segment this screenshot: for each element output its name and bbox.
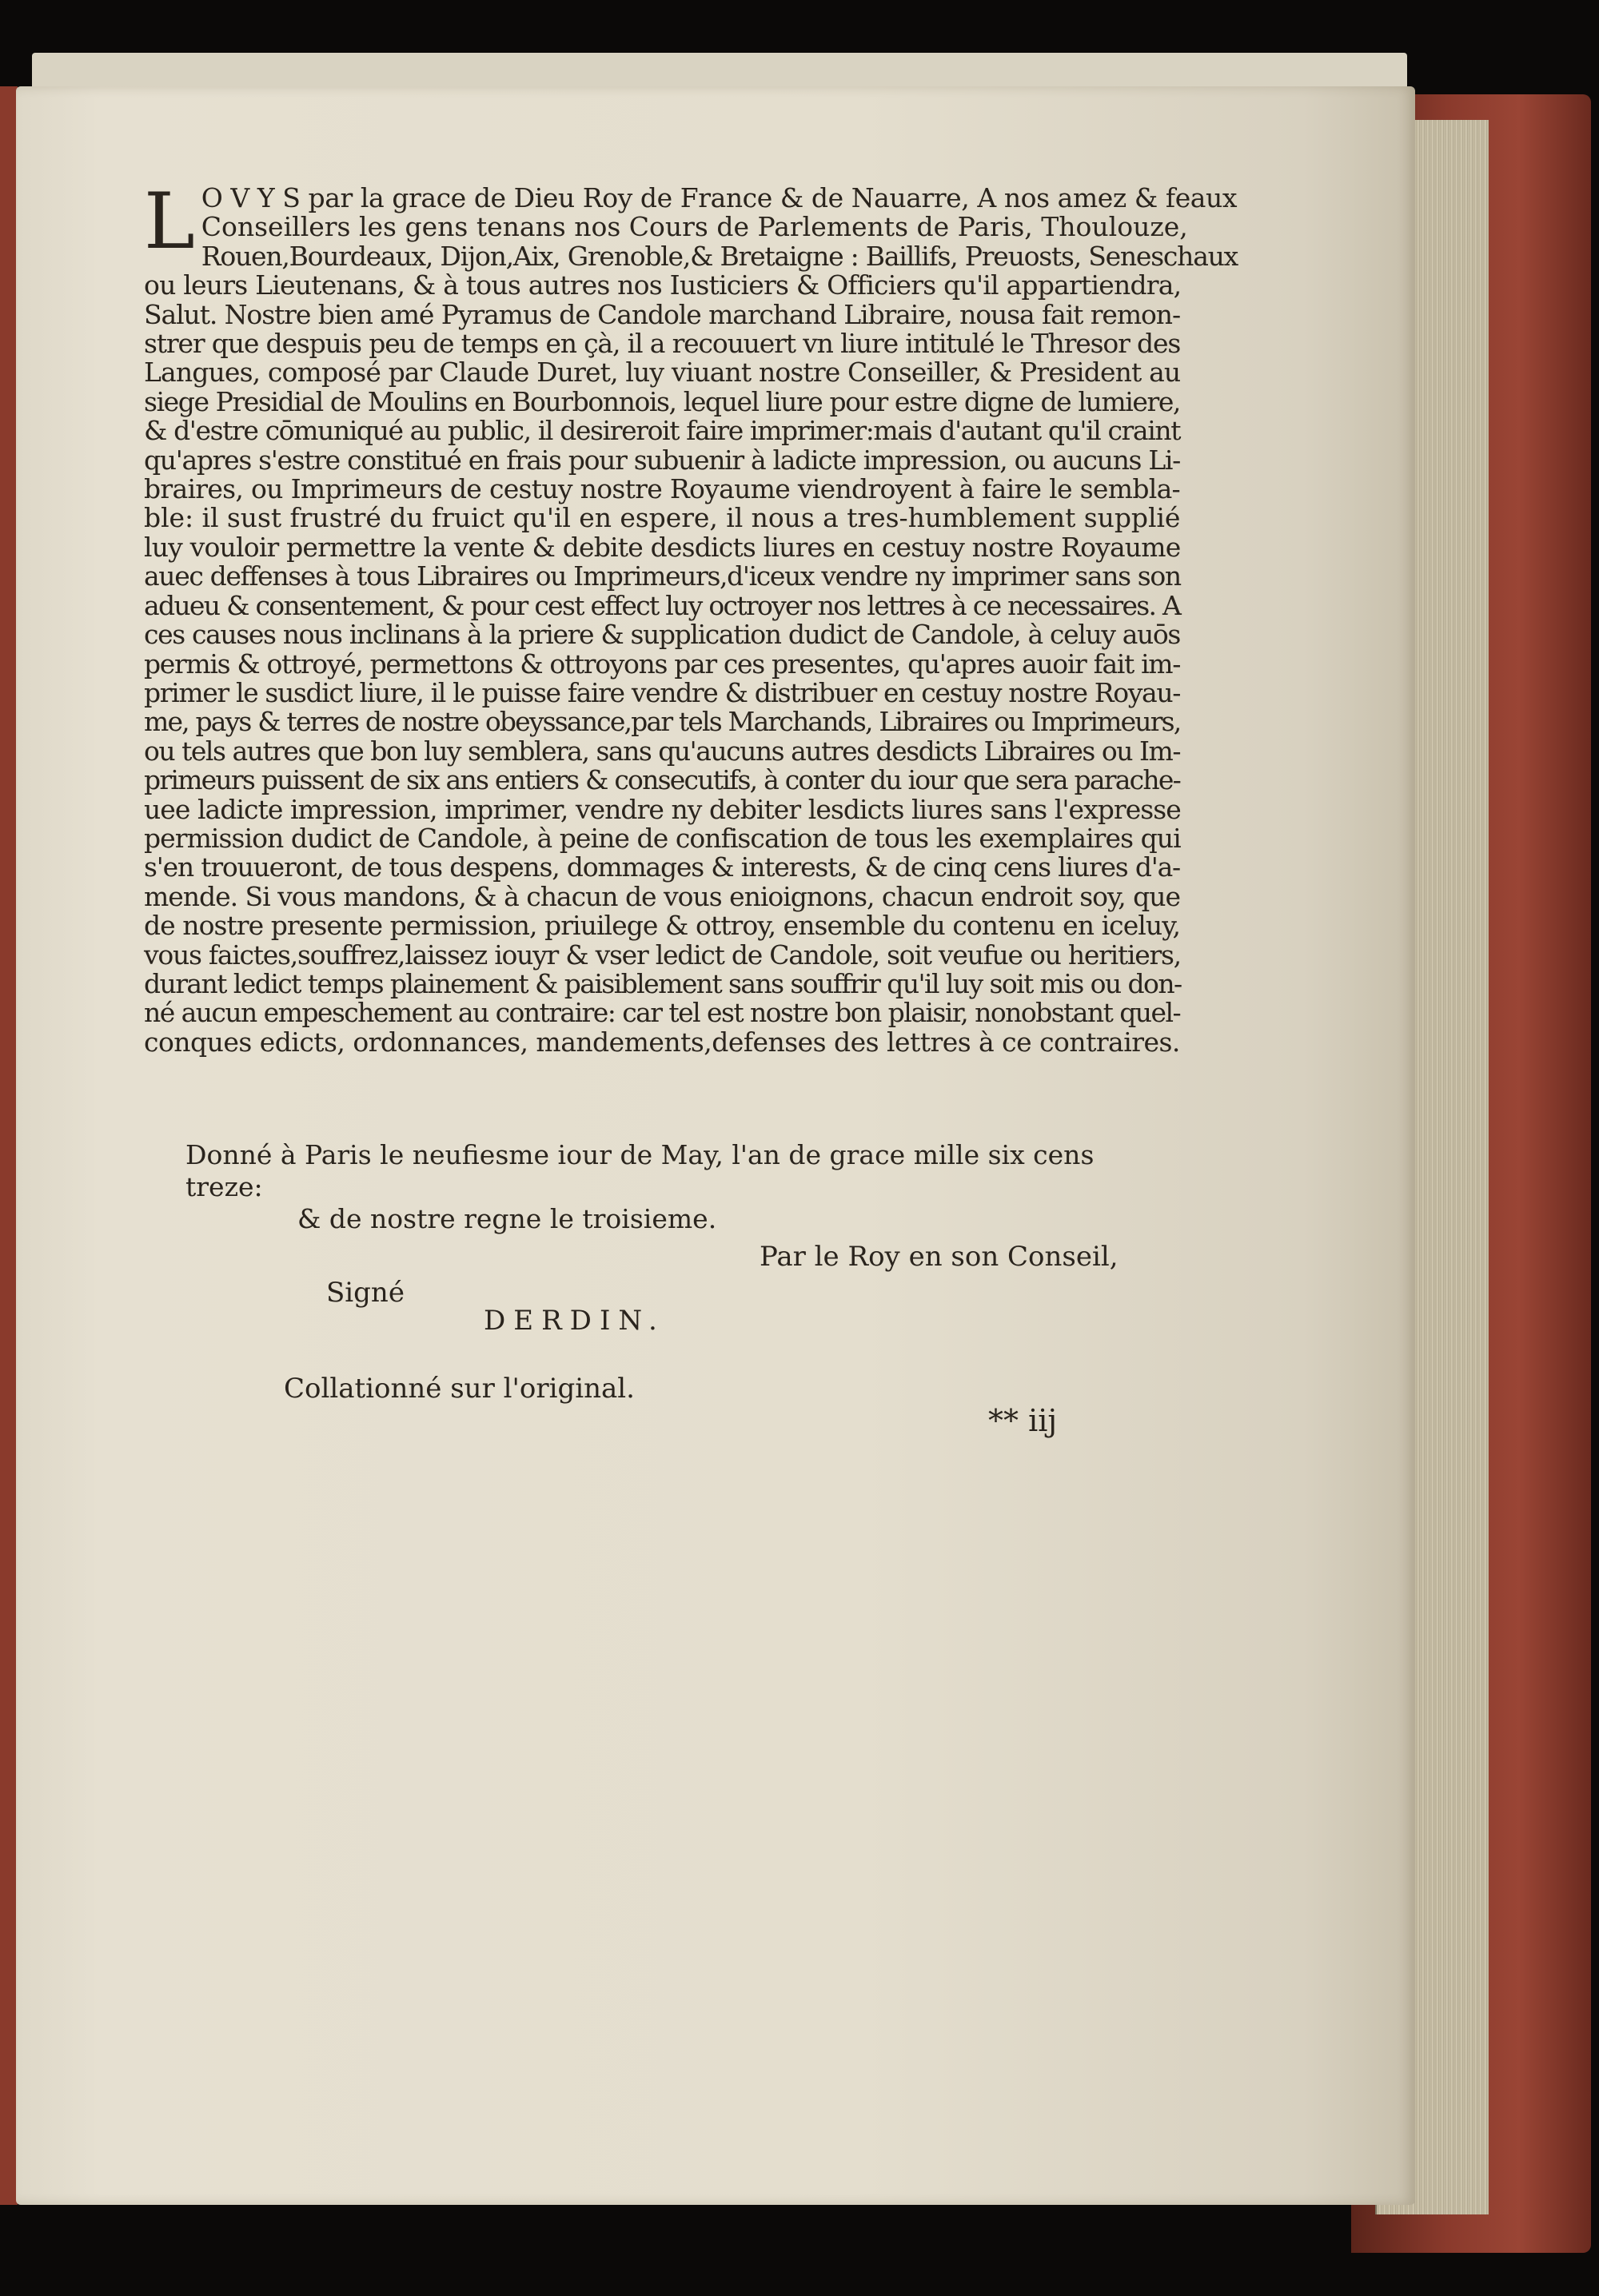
privilege-line: Salut. Nostre bien amé Pyramus de Candole marchand Libraire, nousa fait remon- xyxy=(144,298,1180,330)
privilege-line: Rouen,Bourdeaux, Dijon,Aix, Grenoble,& Bretaigne : Baillifs, Preuosts, Seneschaux xyxy=(201,240,1238,272)
privilege-line: primer le susdict liure, il le puisse faire vendre & distribuer en cestuy nostre Royau- xyxy=(144,676,1180,708)
privilege-body xyxy=(144,177,1238,1058)
privilege-line: permis & ottroyé, permettons & ottroyons par ces presentes, qu'apres auoir fait im- xyxy=(144,648,1181,680)
privilege-line: auec deffenses à tous Libraires ou Imprimeurs,d'iceux vendre ny imprimer sans son xyxy=(144,560,1181,592)
privilege-line: Conseillers les gens tenans nos Cours de Parlements de Paris, Thoulouze, xyxy=(201,211,1188,243)
par-le-roy: Par le Roy en son Conseil, xyxy=(760,1241,1119,1273)
privilege-line: mende. Si vous mandons, & à chacun de vous enioignons, chacun endroit soy, que xyxy=(144,880,1180,912)
given-line-1: Donné à Paris le neufiesme iour de May, l'an de grace mille six cens treze: xyxy=(185,1139,1095,1202)
signature-mark: ** iij xyxy=(988,1403,1058,1438)
privilege-line: ble: il sust frustré du fruict qu'il en espere, il nous a tres-humblement supplié xyxy=(144,502,1181,534)
collationne-note: Collationné sur l'original. xyxy=(284,1373,635,1405)
privilege-line: s'en trouueront, de tous despens, dommages & interests, & de cinq cens liures d'a- xyxy=(144,851,1180,883)
privilege-line: ces causes nous inclinans à la priere & supplication dudict de Candole, à celuy auōs xyxy=(144,619,1180,651)
privilege-line: primeurs puissent de six ans entiers & consecutifs, à conter du iour que sera parache- xyxy=(144,764,1180,796)
privilege-line: luy vouloir permettre la vente & debite desdicts liures en cestuy nostre Royaume xyxy=(144,531,1181,563)
privilege-line: qu'apres s'estre constitué en frais pour subuenir à ladicte impression, ou aucuns Li- xyxy=(144,444,1180,476)
privilege-line: conques edicts, ordonnances, mandements,defenses des lettres à ce contraires. xyxy=(144,1026,1180,1058)
given-line-2: & de nostre regne le troisieme. xyxy=(297,1203,717,1234)
drop-cap: L xyxy=(144,177,195,266)
privilege-line: vous faictes,souffrez,laissez iouyr & vser ledict de Candole, soit veufue ou heritiers, xyxy=(144,939,1181,971)
privilege-line: & d'estre cōmuniqué au public, il desireroit faire imprimer:mais d'autant qu'il craint xyxy=(144,415,1181,447)
signer-name: DERDIN. xyxy=(484,1305,665,1337)
privilege-line: durant ledict temps plainement & paisiblement sans souffrir qu'il luy soit mis ou don- xyxy=(144,967,1182,999)
signe-label: Signé xyxy=(326,1277,405,1309)
privilege-line: me, pays & terres de nostre obeyssance,par tels Marchands, Libraires ou Imprimeurs, xyxy=(144,706,1181,738)
privilege-line: O V Y S par la grace de Dieu Roy de France & de Nauarre, A nos amez & feaux xyxy=(201,182,1238,213)
privilege-line: ou tels autres que bon luy semblera, sans qu'aucuns autres desdicts Libraires ou Im- xyxy=(144,735,1180,767)
privilege-line: adueu & consentement, & pour cest effect luy octroyer nos lettres à ce necessaires. A xyxy=(144,589,1181,621)
privilege-line: permission dudict de Candole, à peine de confiscation de tous les exemplaires qui xyxy=(144,822,1181,854)
privilege-line: siege Presidial de Moulins en Bourbonnois, lequel liure pour estre digne de lumiere, xyxy=(144,385,1180,417)
privilege-line: uee ladicte impression, imprimer, vendre ny debiter lesdicts liures sans l'expresse xyxy=(144,793,1181,825)
privilege-line: Langues, composé par Claude Duret, luy viuant nostre Conseiller, & President au xyxy=(144,357,1181,389)
privilege-line: de nostre presente permission, priuilege & ottroy, ensemble du contenu en iceluy, xyxy=(144,910,1181,942)
given-at-paris xyxy=(185,1139,1145,1235)
privilege-text xyxy=(144,177,1238,1058)
privilege-line: strer que despuis peu de temps en çà, il a recouuert vn liure intitulé le Thresor des xyxy=(144,328,1181,360)
privilege-line: né aucun empeschement au contraire: car tel est nostre bon plaisir, nonobstant quel- xyxy=(144,997,1181,1029)
book-spine-left xyxy=(0,86,18,2205)
privilege-line: ou leurs Lieutenans, & à tous autres nos Iusticiers & Officiers qu'il appartiendra, xyxy=(144,269,1182,301)
privilege-line: braires, ou Imprimeurs de cestuy nostre Royaume viendroyent à faire le sembla- xyxy=(144,473,1180,505)
